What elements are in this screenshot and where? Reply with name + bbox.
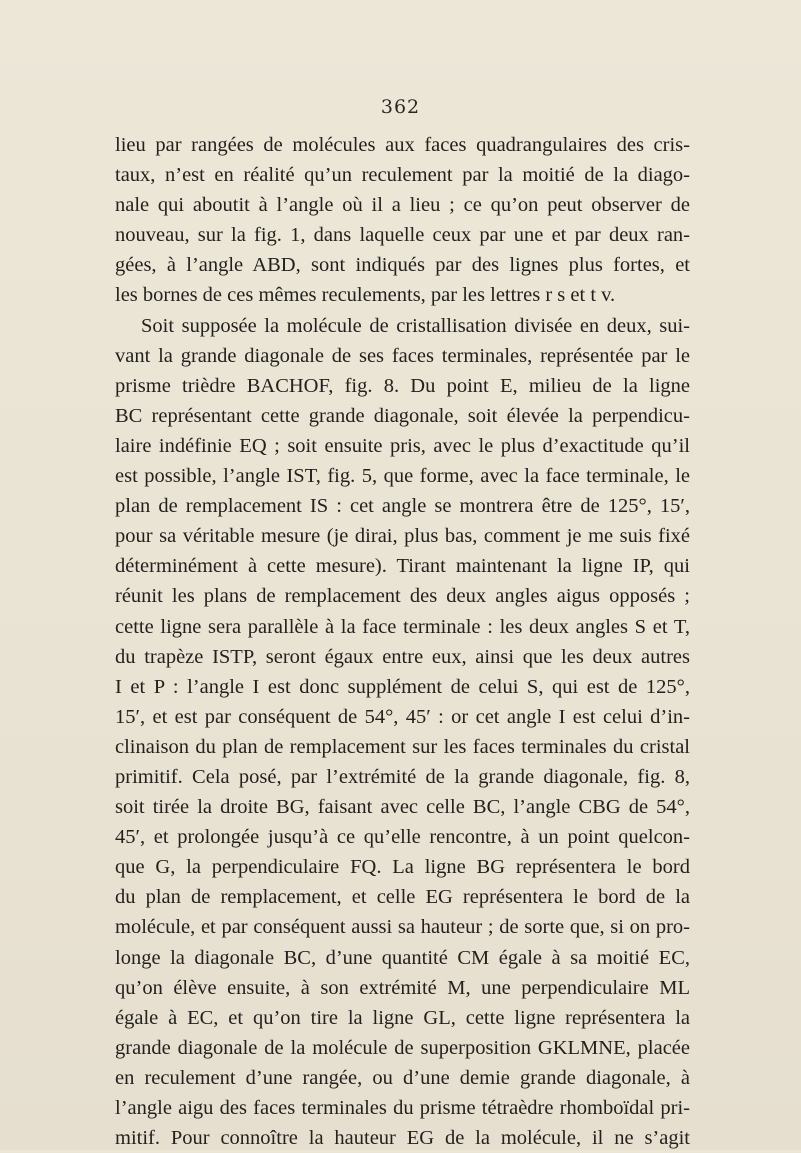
text-line: nouveau, sur la fig. 1, dans laquelle ceux par une et par deux ran- xyxy=(115,224,690,247)
text-line: déterminément à cette mesure). Tirant maintenant la ligne IP, qui xyxy=(115,555,690,578)
paragraph xyxy=(115,311,690,1153)
text-line: taux, n’est en réalité qu’un reculement par la moitié de la diago- xyxy=(115,164,690,187)
text-line: en reculement d’une rangée, ou d’une demie grande diagonale, à xyxy=(115,1066,690,1089)
text-line: lieu par rangées de molécules aux faces quadrangulaires des cris- xyxy=(115,134,690,156)
text-line: que G, la perpendiculaire FQ. La ligne BG représentera le bord xyxy=(115,856,690,879)
text-line: molécule, et par conséquent aussi sa hauteur ; de sorte que, si on pro- xyxy=(115,916,690,939)
text-line: mitif. Pour connoître la hauteur EG de la molécule, il ne s’agit xyxy=(115,1127,690,1150)
text-line: pour sa véritable mesure (je dirai, plus bas, comment je me suis fixé xyxy=(115,525,690,548)
body-text xyxy=(115,130,690,1153)
paragraph xyxy=(115,130,690,311)
text-line: qu’on élève ensuite, à son extrémité M, une perpendiculaire ML xyxy=(115,976,690,999)
text-line: du trapèze ISTP, seront égaux entre eux, ainsi que les deux autres xyxy=(115,645,690,668)
text-line: réunit les plans de remplacement des deux angles aigus opposés ; xyxy=(115,585,690,608)
text-line: 45′, et prolongée jusqu’à ce qu’elle rencontre, à un point quelcon- xyxy=(115,826,690,849)
text-line: I et P : l’angle I est donc supplément de celui S, qui est de 125°, xyxy=(115,675,690,698)
text-line: prisme trièdre BACHOF, fig. 8. Du point E, milieu de la ligne xyxy=(115,374,690,397)
text-line: 15′, et est par conséquent de 54°, 45′ : or cet angle I est celui d’in- xyxy=(115,705,690,728)
text-line: BC représentant cette grande diagonale, soit élevée la perpendicu- xyxy=(115,404,690,427)
text-line: grande diagonale de la molécule de superposition GKLMNE, placée xyxy=(115,1036,690,1059)
text-line: laire indéfinie EQ ; soit ensuite pris, avec le plus d’exactitude qu’il xyxy=(115,434,690,457)
text-line: cette ligne sera parallèle à la face terminale : les deux angles S et T, xyxy=(115,615,690,638)
text-line: soit tirée la droite BG, faisant avec celle BC, l’angle CBG de 54°, xyxy=(115,796,690,819)
text-line: est possible, l’angle IST, fig. 5, que forme, avec la face terminale, le xyxy=(115,465,690,488)
text-line: nale qui aboutit à l’angle où il a lieu ; ce qu’on peut observer de xyxy=(115,194,690,217)
text-line: égale à EC, et qu’on tire la ligne GL, cette ligne représentera la xyxy=(115,1006,690,1029)
text-line: les bornes de ces mêmes reculements, par les lettres r s et t v. xyxy=(115,284,616,307)
text-line: l’angle aigu des faces terminales du prisme tétraèdre rhomboïdal pri- xyxy=(115,1097,690,1119)
text-line: primitif. Cela posé, par l’extrémité de la grande diagonale, fig. 8, xyxy=(115,765,690,788)
page-number: 362 xyxy=(380,96,421,118)
text-line: clinaison du plan de remplacement sur les faces terminales du cristal xyxy=(115,735,690,758)
text-line: vant la grande diagonale de ses faces terminales, représentée par le xyxy=(115,344,690,367)
text-line: du plan de remplacement, et celle EG représentera le bord de la xyxy=(115,886,690,909)
text-line: plan de remplacement IS : cet angle se montrera être de 125°, 15′, xyxy=(115,495,690,518)
text-line: Soit supposée la molécule de cristallisation divisée en deux, sui- xyxy=(141,314,690,337)
text-line: longe la diagonale BC, d’une quantité CM égale à sa moitié EC, xyxy=(115,946,690,969)
text-line: gées, à l’angle ABD, sont indiqués par des lignes plus fortes, et xyxy=(115,254,690,277)
